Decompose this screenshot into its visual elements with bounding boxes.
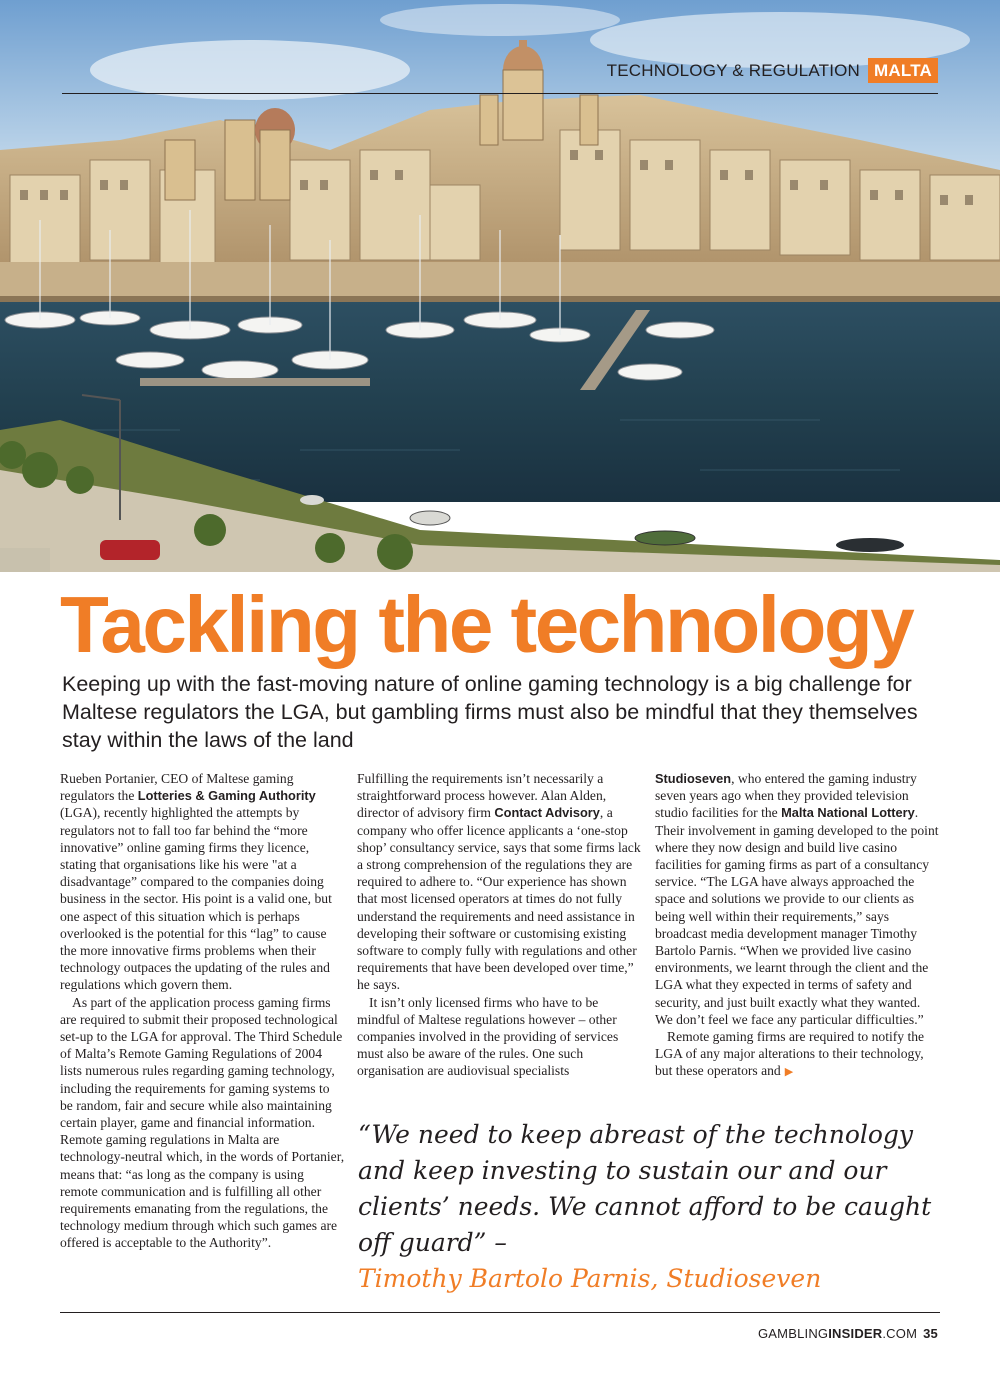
article-standfirst: Keeping up with the fast-moving nature of online gaming technology is a big challenge for Maltese regulators the LGA, but gambling firms must also be mindful that they themselves stay within the laws of the land — [62, 672, 918, 752]
col2-p1-bold-org: Contact Advisory — [494, 805, 600, 821]
section-topic: TECHNOLOGY & REGULATION — [606, 61, 861, 80]
col1-p1-bold-org: Lotteries & Gaming Authority — [137, 788, 316, 804]
col3-p2-text: Remote gaming firms are required to notify the LGA of any major alterations to their technology, but these operators and — [655, 1029, 925, 1079]
section-region-badge: MALTA — [868, 58, 938, 83]
section-tag-rule — [62, 93, 938, 94]
col3-p1-bold-lottery: Malta National Lottery — [781, 805, 915, 821]
col2-paragraph-1 — [357, 770, 642, 994]
col1-paragraph-1 — [60, 770, 345, 994]
article-headline: Tackling the technology — [60, 580, 913, 669]
harbour-scene-illustration — [0, 0, 1000, 572]
footer-brand-b: INSIDER — [828, 1326, 883, 1341]
col3-p1-bold-org: Studioseven — [655, 771, 732, 786]
col1-paragraph-2: As part of the application process gaming firms are required to submit their proposed technological set-up to the LGA for approval. The Third Schedule of Malta’s Remote Gaming Regulations of 2004 lists numerous rules regarding gaming technology, including the requirements for gaming systems to be random, fair and secure while also maintaining certain player, game and financial information. Remote gaming regulations in Malta are technology-neutral which, in the words of Portanier, means that: “as long as the company is using remote communication and is fulfilling all other requirements emanating from the regulations, the technology medium through which such games are offered is acceptable to the Authority”. — [60, 994, 345, 1251]
col3-paragraph-2 — [655, 1028, 940, 1082]
col1-p1-text-c: (LGA), recently highlighted the attempts by regulators not to fall too far behind the “more innovative” online gaming firms they licence, stating that organisations like his were "at a disadvantage” compared to the companies doing business in the sector. His point is a valid one, but one aspect of this situation which is perhaps overlooked is the potential for this “lag” to cause the more innovative firms problems when their technology outpaces the updating of the rules and regulations which govern them. — [60, 805, 332, 993]
page-number: 35 — [923, 1326, 938, 1341]
pull-quote — [358, 1117, 958, 1297]
footer-brand-c: .COM — [882, 1326, 918, 1341]
body-column-1 — [60, 770, 345, 1252]
col2-paragraph-2: It isn’t only licensed firms who have to be mindful of Maltese regulations however – other companies involved in the providing of services must also be aware of the rules. One such organisation are audiovisual specialists — [357, 994, 619, 1079]
col3-p1-text-b: , who entered the gaming industry seven years ago when they provided television studio facilities for the — [655, 771, 917, 821]
col2-p1-text-a: Fulfilling the requirements isn’t necessarily a straightforward process however. Alan Alden, director of advisory firm — [357, 771, 607, 821]
body-column-2 — [357, 770, 642, 1080]
section-tag — [607, 58, 938, 83]
col1-p1-text-a: Rueben Portanier, CEO of Maltese gaming regulators the — [60, 771, 294, 804]
hero-photo — [0, 0, 1000, 572]
continue-arrow-icon: ▶ — [784, 1066, 794, 1079]
col3-paragraph-1 — [655, 770, 940, 1028]
page-footer — [758, 1326, 938, 1341]
footer-brand-a: GAMBLING — [758, 1326, 829, 1341]
footer-rule — [60, 1312, 940, 1313]
pull-quote-text: “We need to keep abreast of the technology and keep investing to sustain our and our clients’ needs. We cannot afford to be caught off guard” – — [358, 1120, 932, 1257]
body-column-3 — [655, 770, 940, 1082]
pull-quote-attribution: Timothy Bartolo Parnis, Studioseven — [358, 1264, 822, 1293]
col2-p1-text-c: , a company who offer licence applicants a ‘one-stop shop’ consultancy service, says that some firms lack a strong comprehension of the regulations they are required to adhere to. “Our experience has shown that most licensed operators at times do not fully understand the requirements and need assistance in developing their software or customising existing software to comply fully with regulations and other requirements that have been developed over time,” he says. — [357, 805, 641, 993]
col3-p1-text-d: . Their involvement in gaming developed to the point where they now design and build live casino facilities for gaming firms as part of a consultancy service. “The LGA have always approached the space and solutions we provide to our clients as being well within their requirements,” says broadcast media development manager Timothy Bartolo Parnis. “When we provided live casino environments, we learnt through the client and the LGA what they expected in terms of safety and security, and just built exactly what they wanted. We don’t feel we face any particular difficulties.” — [655, 805, 939, 1027]
